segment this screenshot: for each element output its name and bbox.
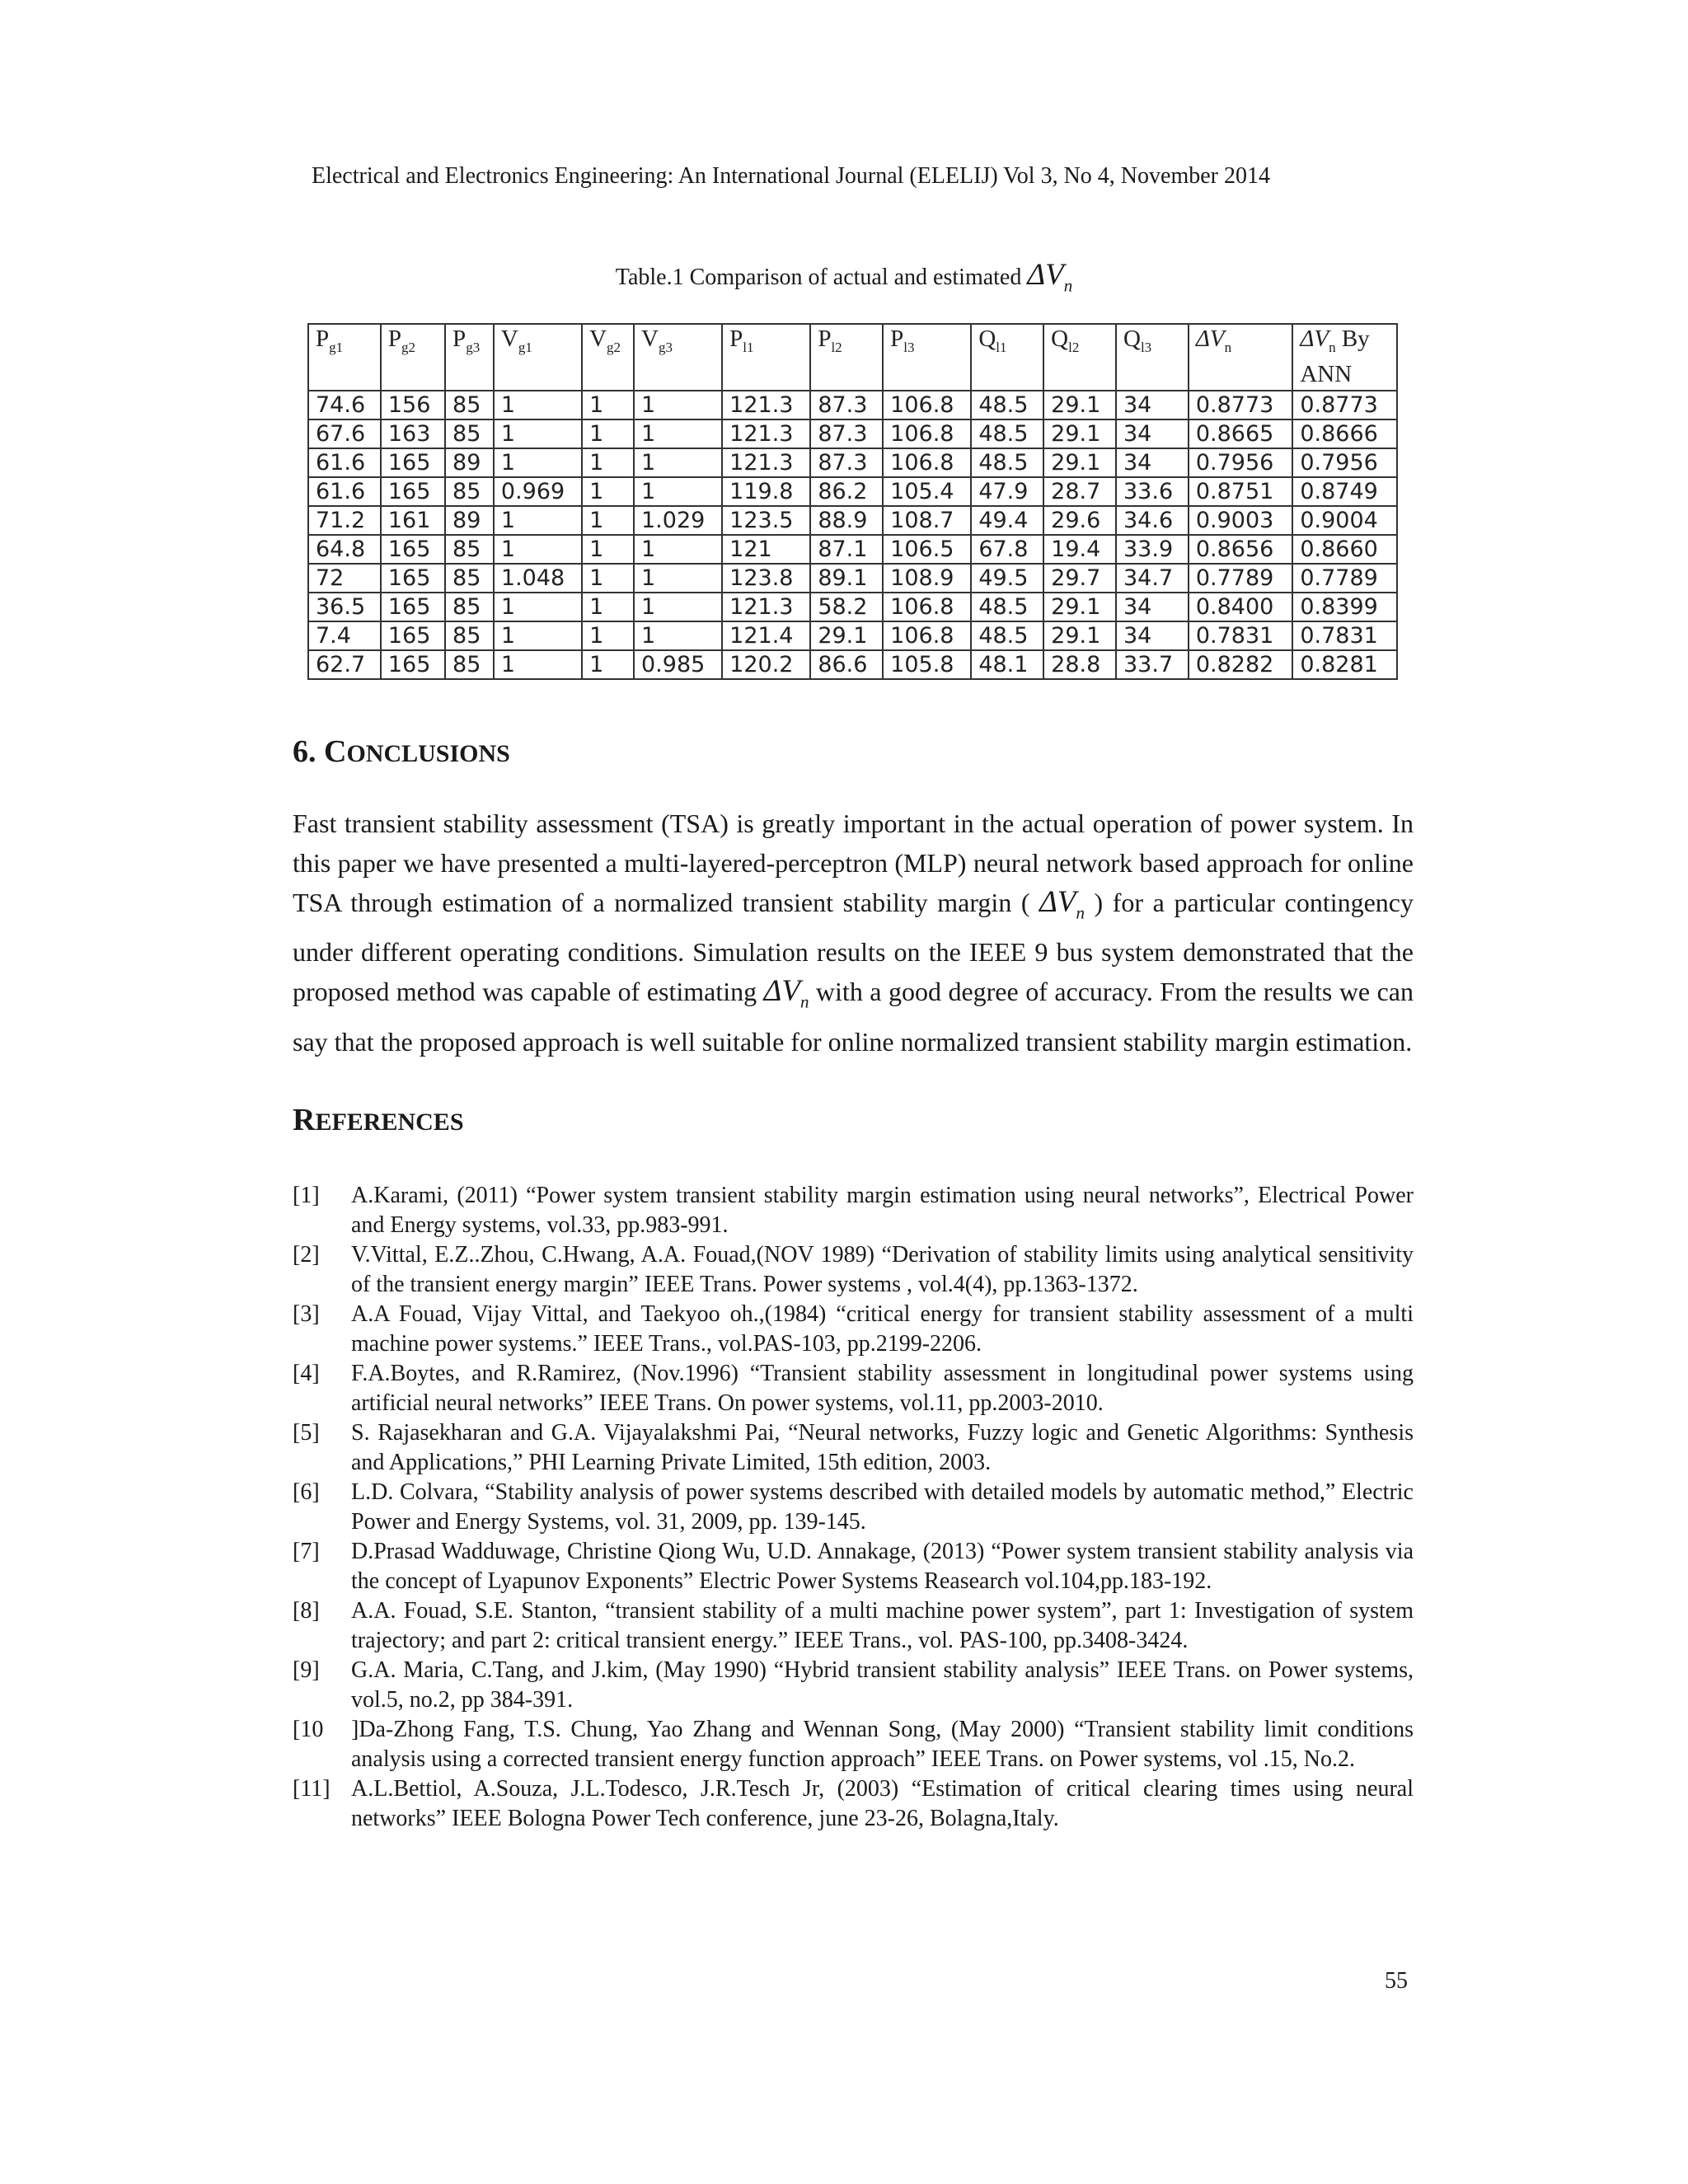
conclusions-heading: 6. CONCLUSIONS	[293, 734, 510, 769]
table-cell: 121.3	[722, 391, 810, 419]
table-row	[308, 650, 1397, 679]
table-cell: 105.8	[883, 650, 971, 679]
table-cell: 106.5	[883, 535, 971, 564]
table-row	[308, 506, 1397, 535]
table-cell: 87.3	[810, 448, 883, 477]
table-cell: 48.5	[971, 621, 1043, 650]
table-cell: 88.9	[810, 506, 883, 535]
column-header: $\Delta V_n$ By ANN	[1292, 324, 1397, 391]
column-header: $P_{g1}$	[308, 324, 381, 391]
table-cell: 165	[381, 564, 445, 593]
table-cell: 1	[582, 535, 634, 564]
table-cell: 49.5	[971, 564, 1043, 593]
table-cell: 123.5	[722, 506, 810, 535]
column-header: $Q_{l2}$	[1043, 324, 1116, 391]
table-cell: 29.1	[1043, 419, 1116, 448]
table-cell: 89	[445, 506, 494, 535]
table-cell: 1	[494, 621, 582, 650]
table-cell: 48.5	[971, 391, 1043, 419]
reference-text: A.L.Bettiol, A.Souza, J.L.Todesco, J.R.Tesch Jr, (2003) “Estimation of critical clearing times using neural networks” IEEE Bologna Power Tech conference, june 23-26, Bolagna,Italy.	[351, 1776, 1414, 1831]
reference-item	[293, 1300, 1414, 1359]
table-cell: 89	[445, 448, 494, 477]
table-cell: 1	[582, 477, 634, 506]
table-cell: 86.6	[810, 650, 883, 679]
table-cell: 1	[634, 419, 722, 448]
table-cell: 165	[381, 621, 445, 650]
column-header: $P_{g3}$	[445, 324, 494, 391]
table-row	[308, 448, 1397, 477]
reference-item	[293, 1359, 1414, 1418]
reference-item	[293, 1715, 1414, 1774]
table-cell: 1	[582, 506, 634, 535]
table-cell: 121.4	[722, 621, 810, 650]
comparison-table	[307, 323, 1398, 680]
table-cell: 119.8	[722, 477, 810, 506]
column-header: $V_{g3}$	[634, 324, 722, 391]
references-heading: REFERENCES	[293, 1103, 464, 1137]
table-cell: 1	[582, 564, 634, 593]
reference-item	[293, 1181, 1414, 1240]
column-header: $P_{l2}$	[810, 324, 883, 391]
table-cell: 106.8	[883, 448, 971, 477]
reference-item	[293, 1596, 1414, 1656]
table-cell: 0.7831	[1189, 621, 1292, 650]
table-cell: 0.8660	[1292, 535, 1397, 564]
table-cell: 0.7956	[1292, 448, 1397, 477]
table-cell: 87.3	[810, 391, 883, 419]
reference-number: [6]	[293, 1479, 320, 1505]
table-cell: 64.8	[308, 535, 381, 564]
reference-text: L.D. Colvara, “Stability analysis of power systems described with detailed models by automatic method,” Electric Power and Energy Systems, vol. 31, 2009, pp. 139-145.	[351, 1479, 1414, 1535]
table-cell: 34.7	[1116, 564, 1189, 593]
table-cell: 48.1	[971, 650, 1043, 679]
table-cell: 121.3	[722, 419, 810, 448]
table-cell: 48.5	[971, 593, 1043, 621]
table-cell: 1	[634, 391, 722, 419]
table-header-row	[308, 324, 1397, 391]
table-cell: 1	[494, 535, 582, 564]
reference-item	[293, 1774, 1414, 1834]
table-cell: 28.7	[1043, 477, 1116, 506]
table-cell: 85	[445, 419, 494, 448]
reference-number: [9]	[293, 1657, 320, 1683]
table-cell: 87.3	[810, 419, 883, 448]
column-header: $\Delta V_n$	[1189, 324, 1292, 391]
table-cell: 61.6	[308, 477, 381, 506]
table-cell: 161	[381, 506, 445, 535]
reference-text: A.Karami, (2011) “Power system transient stability margin estimation using neural networks”, Electrical Power and Energy systems, vol.33, pp.983-991.	[351, 1183, 1414, 1238]
table-cell: 33.7	[1116, 650, 1189, 679]
table-cell: 29.1	[1043, 621, 1116, 650]
table-cell: 1	[582, 650, 634, 679]
reference-item	[293, 1537, 1414, 1596]
reference-number: [5]	[293, 1420, 320, 1446]
table-cell: 156	[381, 391, 445, 419]
table-cell: 0.7789	[1189, 564, 1292, 593]
table-cell: 34	[1116, 448, 1189, 477]
table-cell: 0.9003	[1189, 506, 1292, 535]
delta-vn-symbol: $\Delta V_n$	[763, 974, 809, 1012]
table-cell: 85	[445, 564, 494, 593]
reference-text: G.A. Maria, C.Tang, and J.kim, (May 1990) “Hybrid transient stability analysis” IEEE Trans. on Power systems, vol.5, no.2, pp 384-391.	[351, 1657, 1414, 1713]
table-cell: 165	[381, 477, 445, 506]
reference-text: A.A. Fouad, S.E. Stanton, “transient stability of a multi machine power system”, part 1: Investigation of system trajectory; and part 2: critical transient energy.” IEEE Trans., vol. PAS-100, pp.3408-3424.	[351, 1598, 1414, 1653]
table-cell: 165	[381, 448, 445, 477]
table-cell: 29.7	[1043, 564, 1116, 593]
reference-text: ]Da-Zhong Fang, T.S. Chung, Yao Zhang and Wennan Song, (May 2000) “Transient stability limit conditions analysis using a corrected transient energy function approach” IEEE Trans. on Power systems, vol .15, No.2.	[351, 1717, 1414, 1772]
table-cell: 7.4	[308, 621, 381, 650]
table-cell: 85	[445, 477, 494, 506]
reference-number: [7]	[293, 1539, 320, 1564]
table-cell: 28.8	[1043, 650, 1116, 679]
table-body	[308, 391, 1397, 679]
page-number: 55	[1385, 1968, 1408, 1994]
table-cell: 0.8751	[1189, 477, 1292, 506]
column-header: $V_{g2}$	[582, 324, 634, 391]
table-row	[308, 564, 1397, 593]
reference-text: V.Vittal, E.Z..Zhou, C.Hwang, A.A. Fouad,(NOV 1989) “Derivation of stability limits using analytical sensitivity of the transient energy margin” IEEE Trans. Power systems , vol.4(4), pp.1363-1372.	[351, 1242, 1414, 1297]
table-cell: 0.8773	[1189, 391, 1292, 419]
delta-vn-symbol: $\Delta V_n$	[1039, 885, 1085, 923]
table-cell: 106.8	[883, 419, 971, 448]
column-header: $V_{g1}$	[494, 324, 582, 391]
table-cell: 106.8	[883, 621, 971, 650]
column-header: $Q_{l1}$	[971, 324, 1043, 391]
table-cell: 0.8656	[1189, 535, 1292, 564]
table-cell: 67.6	[308, 419, 381, 448]
table-cell: 0.969	[494, 477, 582, 506]
table-cell: 85	[445, 593, 494, 621]
table-cell: 85	[445, 535, 494, 564]
table-cell: 165	[381, 650, 445, 679]
delta-vn-symbol: $\Delta V_n$	[1027, 258, 1073, 296]
table-cell: 0.7831	[1292, 621, 1397, 650]
reference-item	[293, 1478, 1414, 1537]
column-header: $Q_{l3}$	[1116, 324, 1189, 391]
table-cell: 61.6	[308, 448, 381, 477]
table-cell: 19.4	[1043, 535, 1116, 564]
table-cell: 106.8	[883, 391, 971, 419]
table-cell: 67.8	[971, 535, 1043, 564]
table-cell: 0.8281	[1292, 650, 1397, 679]
reference-text: S. Rajasekharan and G.A. Vijayalakshmi Pai, “Neural networks, Fuzzy logic and Genetic Algorithms: Synthesis and Applications,” PHI Learning Private Limited, 15th edition, 2003.	[351, 1420, 1414, 1475]
table-cell: 0.8773	[1292, 391, 1397, 419]
table-cell: 123.8	[722, 564, 810, 593]
table-cell: 165	[381, 535, 445, 564]
table-cell: 0.8400	[1189, 593, 1292, 621]
reference-number: [8]	[293, 1598, 320, 1624]
table-cell: 121.3	[722, 593, 810, 621]
table-cell: 1	[634, 477, 722, 506]
table-caption-text: Table.1 Comparison of actual and estimated	[615, 265, 1022, 290]
table-cell: 29.6	[1043, 506, 1116, 535]
table-cell: 34	[1116, 593, 1189, 621]
table-cell: 29.1	[810, 621, 883, 650]
table-cell: 0.8666	[1292, 419, 1397, 448]
table-cell: 34	[1116, 419, 1189, 448]
table-caption	[0, 257, 1688, 296]
table-cell: 29.1	[1043, 448, 1116, 477]
table-cell: 108.9	[883, 564, 971, 593]
table-cell: 48.5	[971, 419, 1043, 448]
table-row	[308, 391, 1397, 419]
table-cell: 163	[381, 419, 445, 448]
table-cell: 165	[381, 593, 445, 621]
table-cell: 72	[308, 564, 381, 593]
table-cell: 1	[494, 506, 582, 535]
table-cell: 1	[582, 419, 634, 448]
table-cell: 0.8665	[1189, 419, 1292, 448]
table-cell: 0.8399	[1292, 593, 1397, 621]
column-header: $P_{l3}$	[883, 324, 971, 391]
reference-text: A.A Fouad, Vijay Vittal, and Taekyoo oh.,(1984) “critical energy for transient stability assessment of a multi machine power systems.” IEEE Trans., vol.PAS-103, pp.2199-2206.	[351, 1301, 1414, 1357]
table-cell: 121	[722, 535, 810, 564]
table-cell: 1	[582, 621, 634, 650]
reference-number: [10	[293, 1717, 324, 1742]
table-cell: 71.2	[308, 506, 381, 535]
table-cell: 74.6	[308, 391, 381, 419]
table-cell: 1	[494, 448, 582, 477]
table-cell: 48.5	[971, 448, 1043, 477]
table-row	[308, 621, 1397, 650]
table-cell: 85	[445, 650, 494, 679]
table-cell: 47.9	[971, 477, 1043, 506]
table-cell: 86.2	[810, 477, 883, 506]
table-cell: 0.8749	[1292, 477, 1397, 506]
table-cell: 106.8	[883, 593, 971, 621]
reference-item	[293, 1240, 1414, 1300]
table-cell: 58.2	[810, 593, 883, 621]
reference-number: [2]	[293, 1242, 320, 1268]
table-row	[308, 593, 1397, 621]
table-cell: 1.029	[634, 506, 722, 535]
table-cell: 105.4	[883, 477, 971, 506]
table-cell: 33.6	[1116, 477, 1189, 506]
table-cell: 33.9	[1116, 535, 1189, 564]
reference-number: [3]	[293, 1301, 320, 1327]
reference-item	[293, 1418, 1414, 1478]
running-head: Electrical and Electronics Engineering: An International Journal (ELELIJ) Vol 3, No 4, November 2014	[312, 163, 1270, 189]
reference-item	[293, 1656, 1414, 1715]
table-cell: 85	[445, 391, 494, 419]
table-cell: 1	[634, 448, 722, 477]
table-cell: 108.7	[883, 506, 971, 535]
reference-text: F.A.Boytes, and R.Ramirez, (Nov.1996) “Transient stability assessment in longitudinal power systems using artificial neural networks” IEEE Trans. On power systems, vol.11, pp.2003-2010.	[351, 1361, 1414, 1416]
reference-number: [11]	[293, 1776, 331, 1802]
column-header: $P_{g2}$	[381, 324, 445, 391]
table-cell: 1	[582, 448, 634, 477]
table-cell: 1	[494, 650, 582, 679]
table-cell: 0.7956	[1189, 448, 1292, 477]
table-cell: 36.5	[308, 593, 381, 621]
reference-number: [4]	[293, 1361, 320, 1386]
table-row	[308, 477, 1397, 506]
table-cell: 62.7	[308, 650, 381, 679]
table-cell: 29.1	[1043, 593, 1116, 621]
table-cell: 1.048	[494, 564, 582, 593]
table-cell: 34	[1116, 621, 1189, 650]
table-cell: 85	[445, 621, 494, 650]
table-cell: 1	[582, 593, 634, 621]
table-cell: 1	[634, 621, 722, 650]
reference-list	[293, 1181, 1414, 1834]
table-cell: 1	[634, 564, 722, 593]
reference-text: D.Prasad Wadduwage, Christine Qiong Wu, U.D. Annakage, (2013) “Power system transient stability analysis via the concept of Lyapunov Exponents” Electric Power Systems Reasearch vol.104,pp.183-192.	[351, 1539, 1414, 1594]
table-cell: 29.1	[1043, 391, 1116, 419]
table-cell: 0.7789	[1292, 564, 1397, 593]
table-cell: 1	[634, 535, 722, 564]
table-cell: 34	[1116, 391, 1189, 419]
table-cell: 1	[494, 391, 582, 419]
table-cell: 34.6	[1116, 506, 1189, 535]
table-cell: 1	[582, 391, 634, 419]
table-cell: 89.1	[810, 564, 883, 593]
table-cell: 87.1	[810, 535, 883, 564]
table-cell: 1	[634, 593, 722, 621]
table-cell: 0.985	[634, 650, 722, 679]
column-header: $P_{l1}$	[722, 324, 810, 391]
table-row	[308, 535, 1397, 564]
reference-number: [1]	[293, 1183, 320, 1208]
table-cell: 1	[494, 593, 582, 621]
table-cell: 1	[494, 419, 582, 448]
table-cell: 0.9004	[1292, 506, 1397, 535]
conclusions-paragraph: Fast transient stability assessment (TSA) is greatly important in the actual operation of power system. In this paper we have presented a multi-layered-perceptron (MLP) neural network based approach for online TSA through estimation of a normalized transient stability margin ( $\Delta V_n$ ) for a particular contingency under different operating conditions. Simulation results on the IEEE 9 bus system demonstrated that the proposed method was capable of estimating $\Delta V_n$ with a good degree of accuracy. From the results we can say that the proposed approach is well suitable for online normalized transient stability margin estimation.	[293, 808, 1414, 1057]
table-cell: 120.2	[722, 650, 810, 679]
table-cell: 121.3	[722, 448, 810, 477]
table-cell: 49.4	[971, 506, 1043, 535]
table-cell: 0.8282	[1189, 650, 1292, 679]
table-row	[308, 419, 1397, 448]
